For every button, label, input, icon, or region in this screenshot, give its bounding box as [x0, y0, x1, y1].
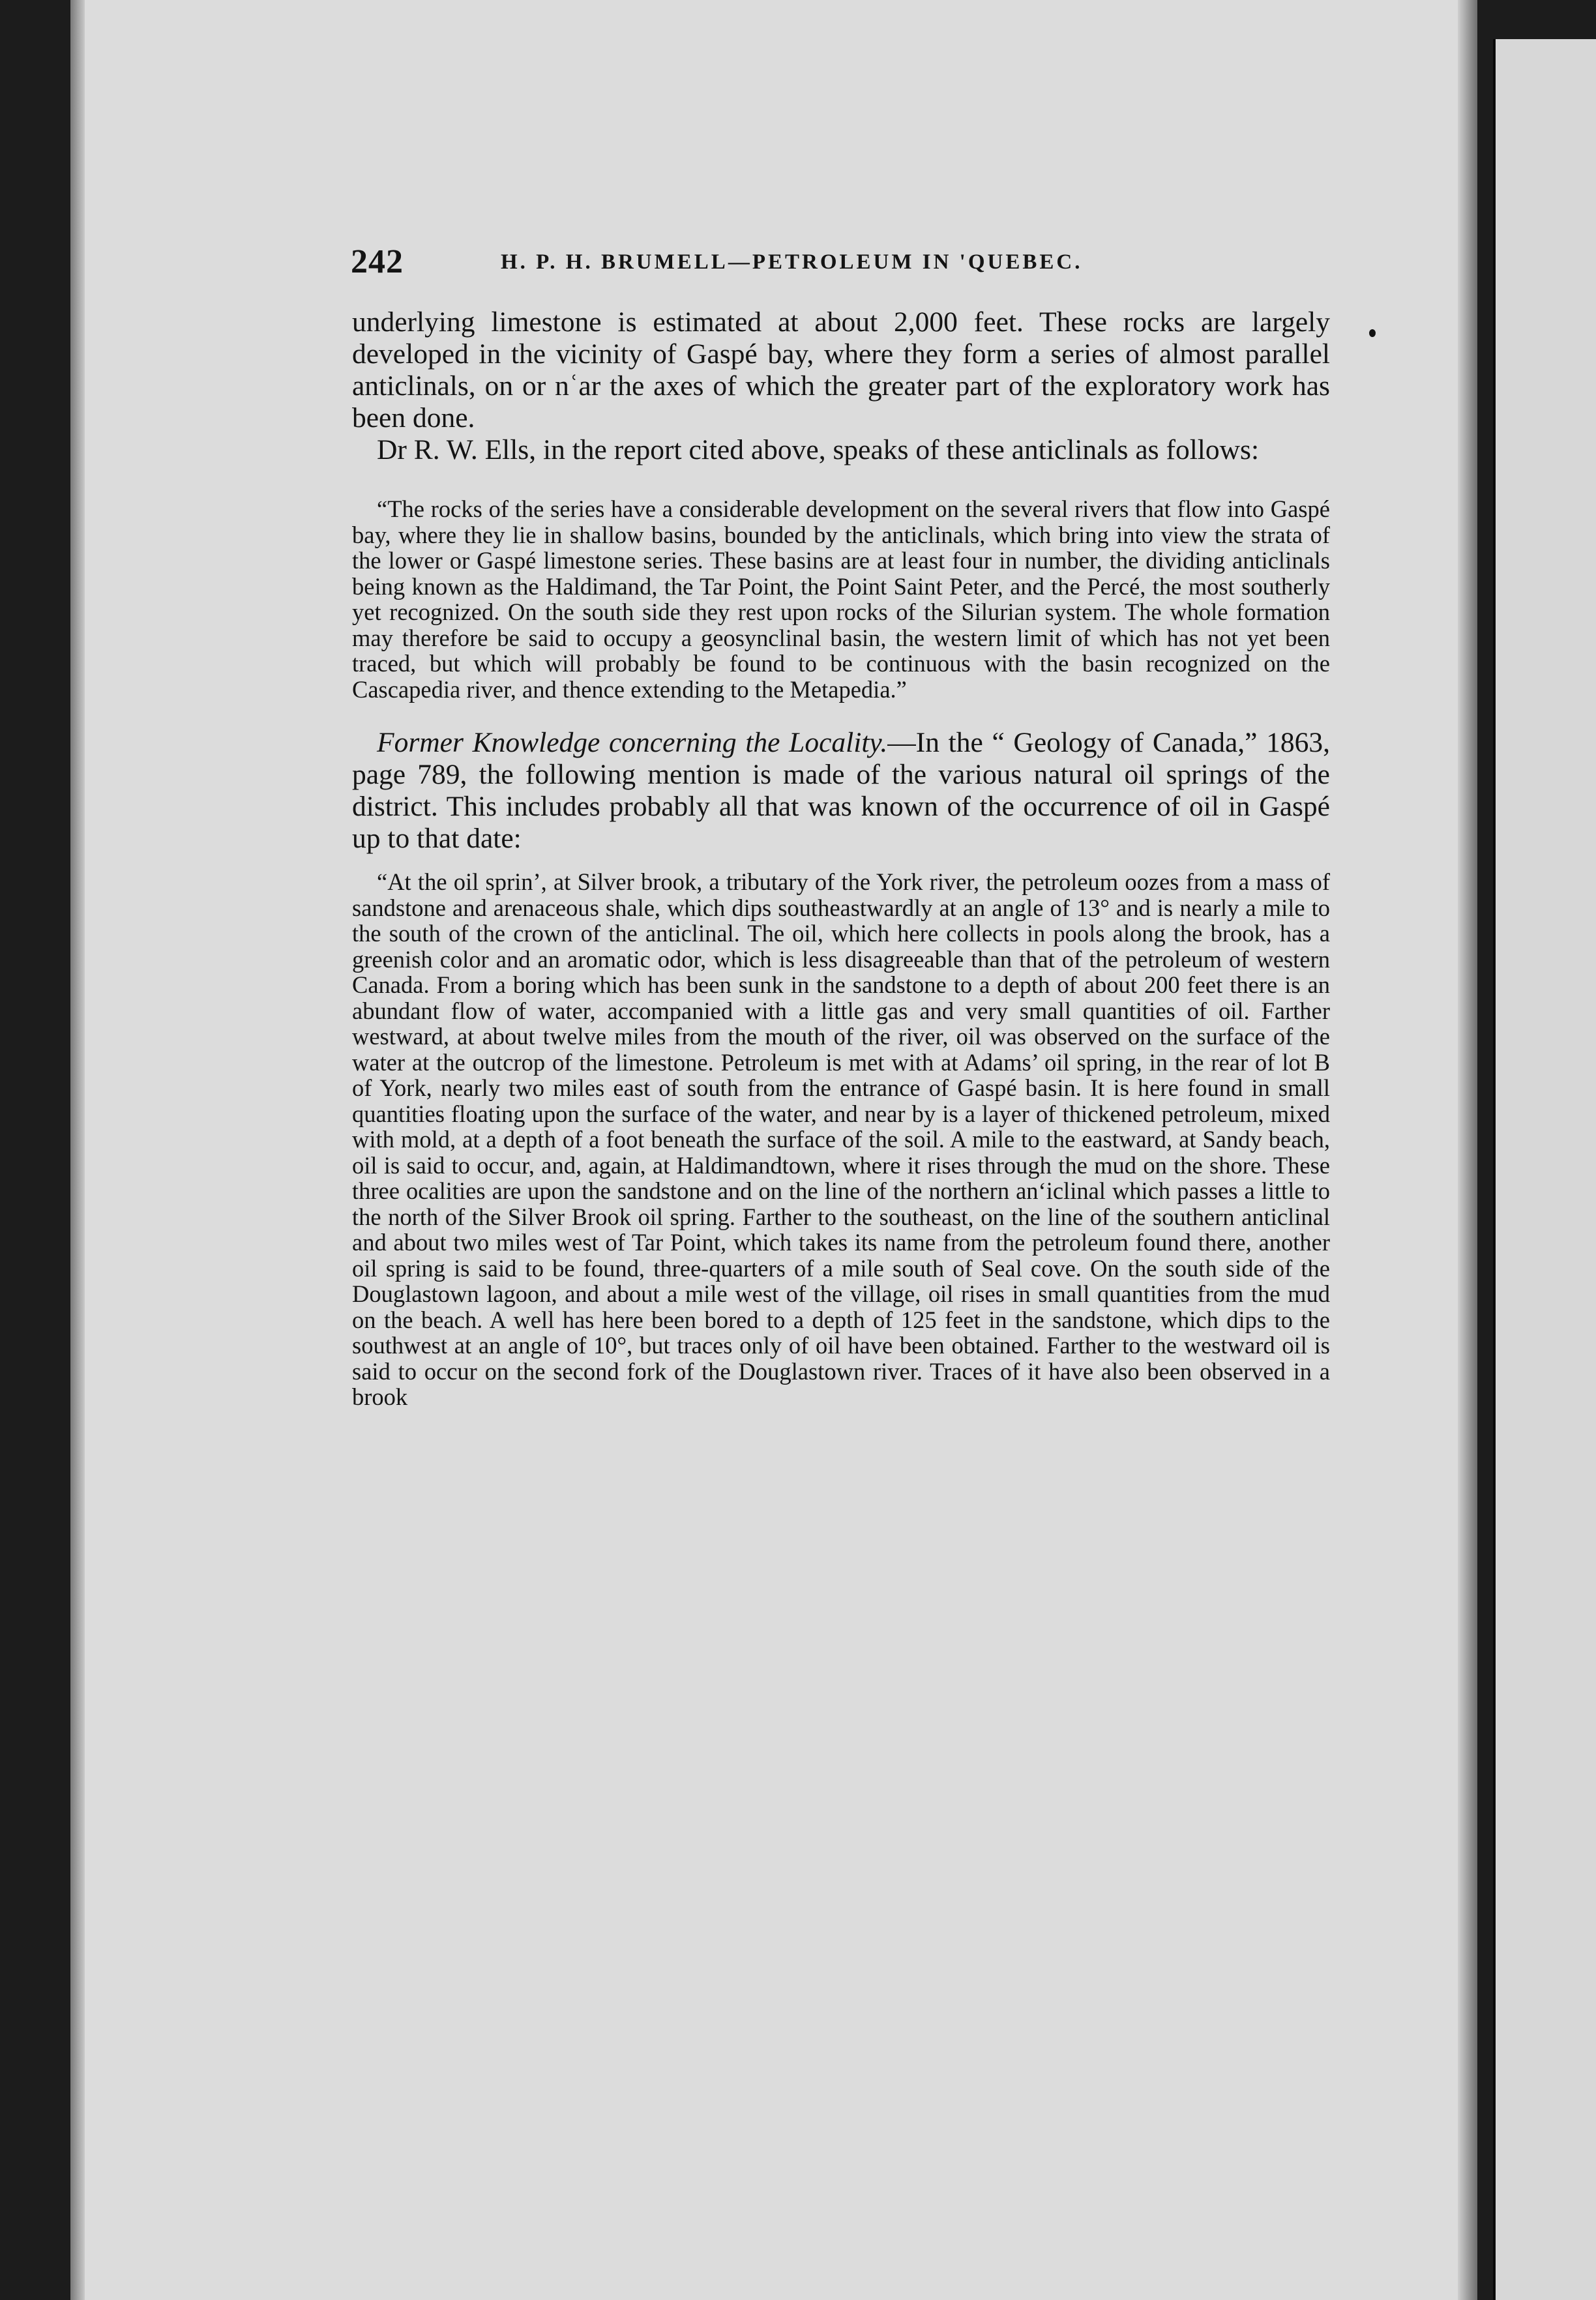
block-quote-2: “At the oil sprin’, at Silver brook, a tributary of the York river, the petroleum oozes from a mass of sandstone and arenaceous shale, which dips southeastwardly at an angle of 13° and is nearly a mile to the south of the crown of the anticlinal. The oil, which here collects in pools along the brook, has a greenish color and an aromatic odor, which is less disagreeable than that of the petroleum of western Canada. From a boring which has been sunk in the sandstone to a depth of about 200 feet there is an abundant flow of water, accompanied with a little gas and very small quantities of oil. Farther westward, at about twelve miles from the mouth of the river, oil was observed on the surface of the water at the outcrop of the limestone. Petroleum is met with at Adams’ oil spring, in the rear of lot B of York, nearly two miles east of south from the entrance of Gaspé basin. It is here found in small quantities floating upon the surface of the water, and near by is a layer of thickened petroleum, mixed with mold, at a depth of a foot beneath the surface of the soil. A mile to the eastward, at Sandy beach, oil is said to occur, and, again, at Haldimandtown, where it rises through the mud on the shore. These three ocalities are upon the sandstone and on the line of the northern an‘iclinal which passes a little to the north of the Silver Brook oil spring. Farther to the southeast, on the line of the southern anticlinal and about two miles west of Tar Point, which takes its name from the petroleum found there, another oil spring is said to be found, three-quarters of a mile south of Seal cove. On the south side of the Douglastown lagoon, and about a mile west of the village, oil rises in small quantities from the mud on the beach. A well has here been bored to a depth of 125 feet in the sandstone, which dips to the southwest at an angle of 10°, but traces only of oil have been obtained. Farther to the westward oil is said to occur on the second fork of the Douglastown river. Traces of it have also been observed in a brook [352, 868, 1330, 1410]
margin-speck [1369, 329, 1376, 337]
running-title: H. P. H. BRUMELL—PETROLEUM IN 'QUEBEC. [501, 250, 1083, 274]
adjacent-page-edge [1493, 39, 1596, 2300]
page-edge-right [1458, 0, 1477, 2300]
page-edge-left [70, 0, 85, 2300]
paragraph-3-text: —In the “ Geology of Canada,” 1863, page 789, the following mention is made of the various natural oil springs of the district. This includes probably all that was known of the occurrence of oil in Gaspé up to that date: [352, 727, 1331, 854]
page-number: 242 [351, 243, 404, 280]
paragraph-3 [352, 727, 1330, 855]
body-text [352, 306, 1330, 1410]
running-head [351, 243, 1329, 288]
section-heading: Former Knowledge concerning the Locality. [377, 727, 888, 758]
paragraph-1: underlying limestone is estimated at about 2,000 feet. These rocks are largely developed in the vicinity of Gaspé bay, where they form a series of almost parallel anticlinals, on or nʿar the axes of which the greater part of the exploratory work has been done. [352, 306, 1330, 434]
block-quote-1: “The rocks of the series have a considerable development on the several rivers that flow into Gaspé bay, where they lie in shallow basins, bounded by the anticlinals, which bring into view the strata of the lower or Gaspé limestone series. These basins are at least four in number, the dividing anticlinals being known as the Haldimand, the Tar Point, the Point Saint Peter, and the Percé, the most southerly yet recognized. On the south side they rest upon rocks of the Silurian system. The whole formation may therefore be said to occupy a geosynclinal basin, the western limit of which has not yet been traced, but which will probably be found to be continuous with the basin recognized on the Cascapedia river, and thence extending to the Metapedia.” [352, 495, 1330, 703]
paragraph-2: Dr R. W. Ells, in the report cited above, speaks of these anticlinals as follows: [377, 434, 1260, 465]
